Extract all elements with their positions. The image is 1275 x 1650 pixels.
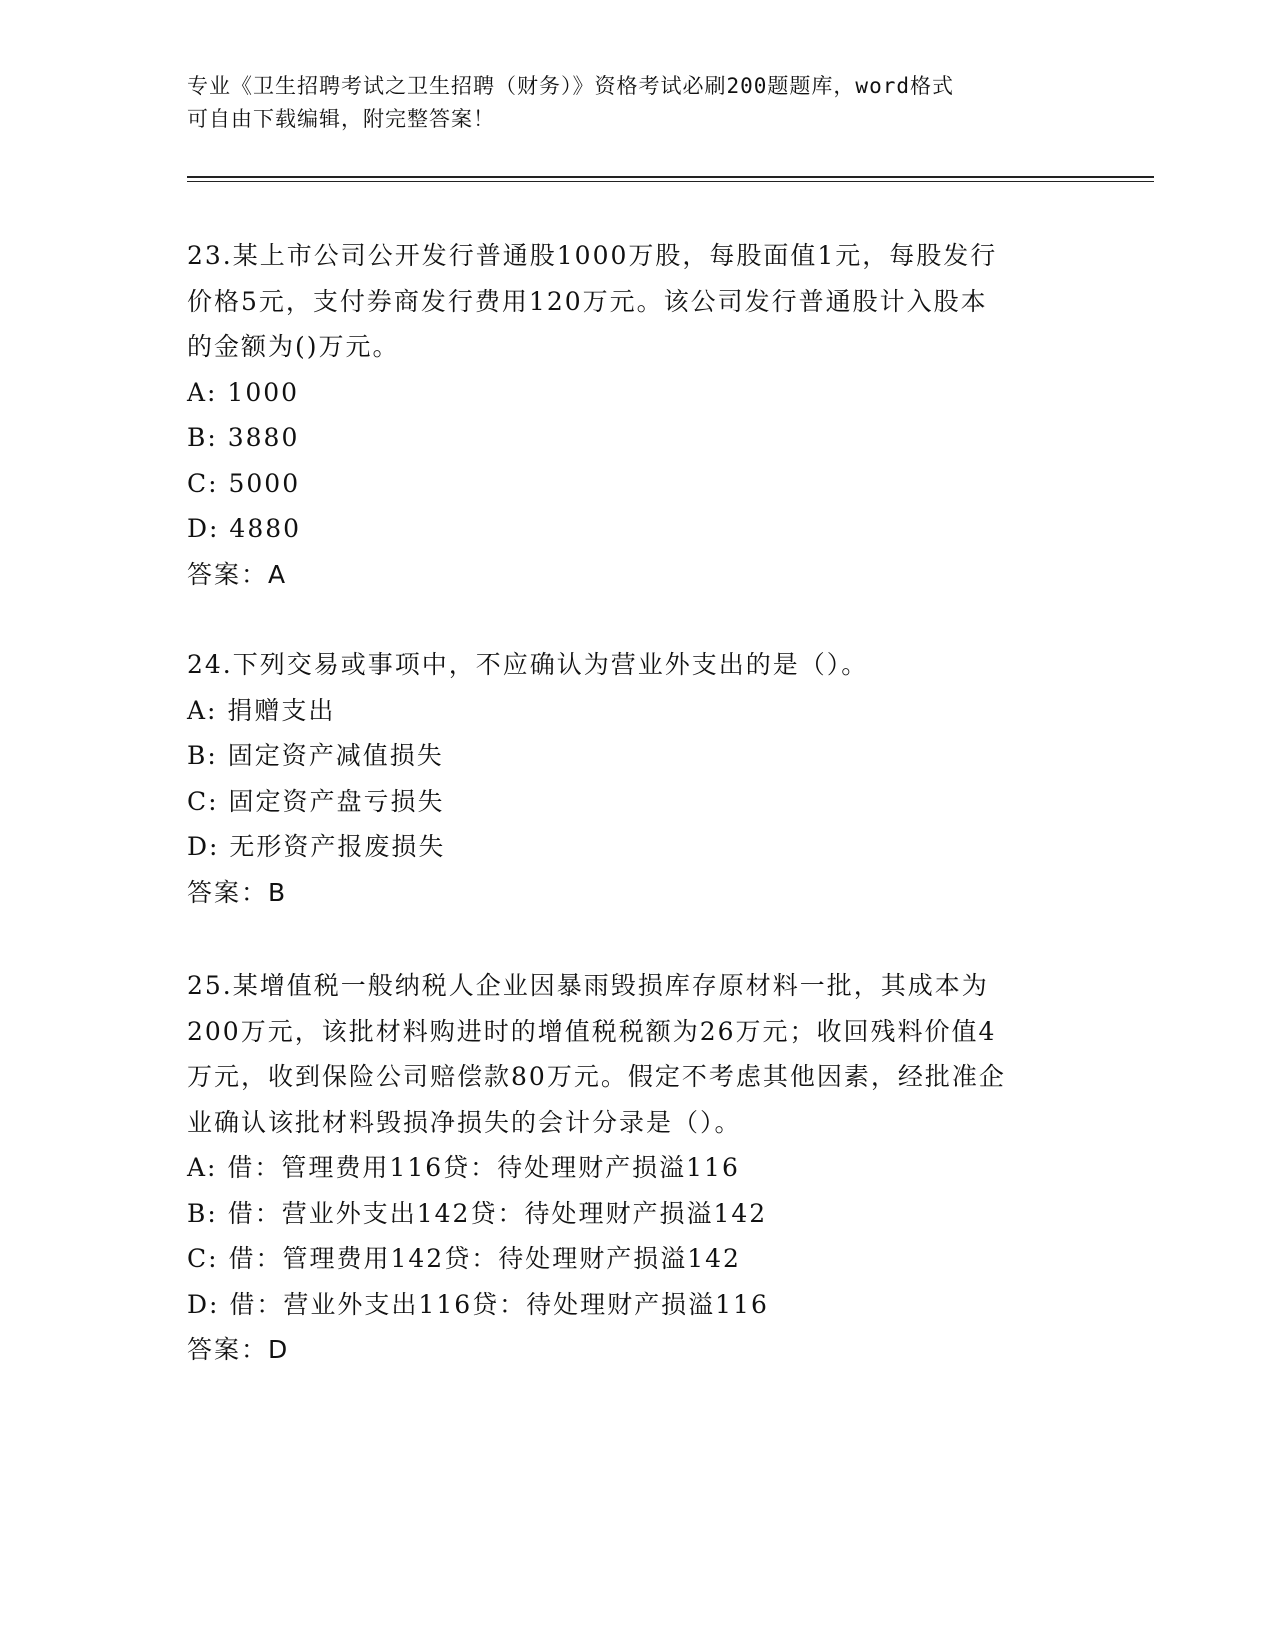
question-25 — [187, 963, 1087, 1373]
option-c: C: 固定资产盘亏损失 — [187, 786, 445, 816]
option-a: A: 捐赠支出 — [187, 695, 336, 725]
question-stem-line: 万元，收到保险公司赔偿款80万元。假定不考虑其他因素，经批准企 — [187, 1062, 1006, 1091]
question-stem-line: 价格5元，支付券商发行费用120万元。该公司发行普通股计入股本 — [187, 286, 988, 316]
question-stem-line: 业确认该批材料毁损净损失的会计分录是（）。 — [187, 1107, 742, 1137]
option-a: A: 借：管理费用116贷：待处理财产损溢116 — [187, 1153, 740, 1182]
answer-line: 答案：B — [187, 877, 288, 907]
option-c: C: 5000 — [187, 468, 301, 498]
option-c: C: 借：管理费用142贷：待处理财产损溢142 — [187, 1244, 741, 1273]
question-stem-line: 的金额为()万元。 — [187, 332, 400, 361]
header-divider-thick — [187, 176, 1154, 178]
header-line-2: 可自由下载编辑，附完整答案！ — [187, 107, 495, 131]
header-divider-thin — [187, 181, 1154, 182]
option-b: B: 固定资产减值损失 — [187, 741, 444, 770]
option-d: D: 借：营业外支出116贷：待处理财产损溢116 — [187, 1289, 769, 1319]
option-a: A: 1000 — [187, 377, 300, 407]
option-b: B: 3880 — [187, 423, 300, 452]
question-stem-line: 25.某增值税一般纳税人企业因暴雨毁损库存原材料一批，其成本为 — [187, 971, 989, 1000]
option-d: D: 4880 — [187, 514, 302, 543]
document-header — [187, 70, 1087, 136]
question-23 — [187, 233, 1087, 597]
question-stem-line: 23.某上市公司公开发行普通股1000万股，每股面值1元，每股发行 — [187, 241, 998, 270]
answer-line: 答案：D — [187, 1335, 290, 1364]
option-d: D: 无形资产报废损失 — [187, 832, 446, 861]
header-line-1: 专业《卫生招聘考试之卫生招聘（财务）》资格考试必刷200题题库，word格式 — [187, 74, 954, 98]
answer-line: 答案：A — [187, 559, 288, 589]
question-stem-line: 200万元，该批材料购进时的增值税税额为26万元；收回残料价值4 — [187, 1016, 997, 1046]
question-24 — [187, 642, 1087, 915]
option-b: B: 借：营业外支出142贷：待处理财产损溢142 — [187, 1198, 768, 1228]
question-stem-line: 24.下列交易或事项中，不应确认为营业外支出的是（）。 — [187, 650, 869, 679]
